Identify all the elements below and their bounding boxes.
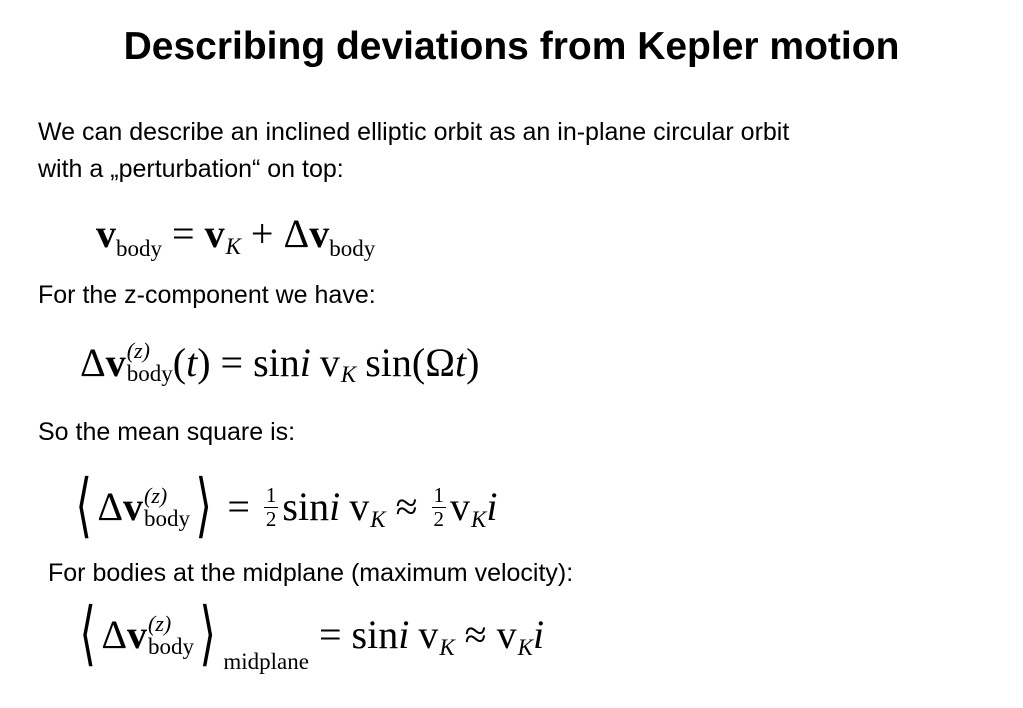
v-symbol: v xyxy=(96,211,116,256)
body-subscript: body xyxy=(144,505,191,531)
v-symbol: v xyxy=(204,211,225,256)
k-subscript: K xyxy=(370,506,386,532)
left-paren: ( xyxy=(172,339,187,385)
mean-square-text: So the mean square is: xyxy=(38,418,296,446)
t-symbol: t xyxy=(454,339,467,385)
equals-sign: = xyxy=(172,211,195,256)
k-subscript: K xyxy=(439,634,455,660)
delta-symbol: Δ xyxy=(80,339,106,385)
v-symbol: v xyxy=(127,612,148,657)
midplane-equation xyxy=(74,596,545,674)
delta-symbol: Δ xyxy=(97,484,124,529)
i-symbol: i xyxy=(532,612,545,657)
delta-symbol: Δ xyxy=(101,612,128,657)
equals-sign: = xyxy=(227,484,250,529)
sup-sub-stack xyxy=(144,482,191,531)
intro-text-line-1: We can describe an inclined elliptic orbit as an in-plane circular orbit xyxy=(38,118,790,146)
slide-title: Describing deviations from Kepler motion xyxy=(123,25,900,68)
one-half-fraction xyxy=(264,482,279,531)
z-superscript: (z) xyxy=(148,610,172,636)
v-symbol: v xyxy=(123,484,144,529)
i-symbol: i xyxy=(329,484,341,529)
right-angle-bracket: ⟩ xyxy=(195,468,212,545)
velocity-decomposition-equation xyxy=(96,211,376,261)
v-symbol: v xyxy=(309,211,330,256)
sin-function: sin xyxy=(365,339,412,385)
v-plain-symbol: v xyxy=(349,484,370,529)
right-paren: ) xyxy=(466,339,480,385)
mean-square-equation xyxy=(70,468,498,545)
body-subscript: body xyxy=(148,633,195,659)
i-symbol: i xyxy=(299,339,311,385)
v-plain-symbol: v xyxy=(418,612,439,657)
sin-function: sin xyxy=(282,484,330,529)
k-subscript: K xyxy=(471,506,487,532)
k-subscript: K xyxy=(517,634,533,660)
v-plain-symbol: v xyxy=(496,612,517,657)
midplane-subscript: midplane xyxy=(223,648,309,674)
fraction-numerator: 1 xyxy=(265,482,277,507)
right-angle-bracket: ⟩ xyxy=(199,596,216,673)
midplane-text: For bodies at the midplane (maximum velocity): xyxy=(48,559,574,587)
left-angle-bracket: ⟨ xyxy=(79,596,96,673)
v-plain-symbol: v xyxy=(450,484,471,529)
fraction-denominator: 2 xyxy=(265,506,277,531)
z-component-text: For the z-component we have: xyxy=(38,281,376,309)
v-symbol: v xyxy=(105,339,126,385)
sin-function: sin xyxy=(351,612,399,657)
z-superscript: (z) xyxy=(126,338,150,363)
i-symbol: i xyxy=(486,484,498,529)
plus-sign: + xyxy=(250,211,274,256)
k-subscript: K xyxy=(340,362,357,387)
body-subscript: body xyxy=(116,235,162,261)
i-symbol: i xyxy=(398,612,410,657)
t-symbol: t xyxy=(186,339,198,385)
left-angle-bracket: ⟨ xyxy=(75,468,92,545)
omega-symbol: Ω xyxy=(425,339,455,385)
left-paren: ( xyxy=(411,339,426,385)
body-subscript: body xyxy=(126,361,173,386)
fraction-numerator: 1 xyxy=(433,482,445,507)
v-plain-symbol: v xyxy=(319,339,340,385)
k-subscript: K xyxy=(225,233,241,259)
right-paren: ) xyxy=(197,339,211,385)
body-subscript: body xyxy=(329,235,376,261)
sup-sub-stack xyxy=(148,610,195,659)
z-superscript: (z) xyxy=(144,482,168,508)
sup-sub-stack xyxy=(127,340,173,385)
approx-sign: ≈ xyxy=(464,612,487,657)
fraction-denominator: 2 xyxy=(433,506,445,531)
approx-sign: ≈ xyxy=(395,484,418,529)
equals-sign: = xyxy=(318,612,342,657)
sin-function: sin xyxy=(253,339,300,385)
intro-text-line-2: with a „perturbation“ on top: xyxy=(38,155,344,183)
one-half-fraction xyxy=(432,482,447,531)
z-component-equation xyxy=(80,340,479,385)
equals-sign: = xyxy=(220,339,244,385)
delta-symbol: Δ xyxy=(283,211,310,256)
